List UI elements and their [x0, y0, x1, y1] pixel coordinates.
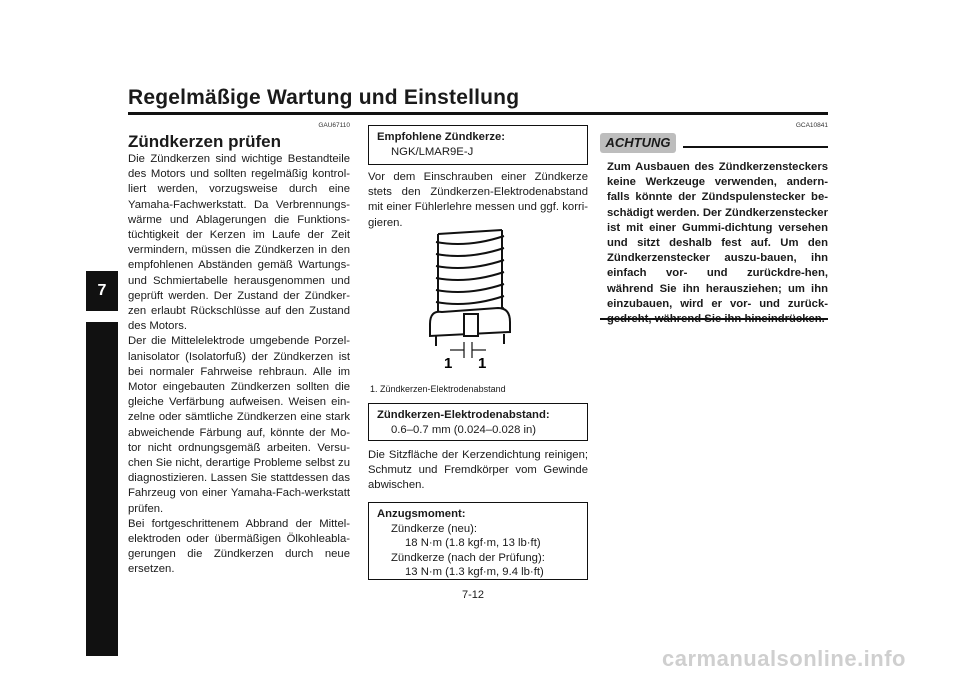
paragraph: Bei fortgeschrittenem Abbrand der Mittel-elektroden oder übermäßigen Ölkohleabla-gerungen die Zündkerzen durch neue ersetzen. — [128, 517, 350, 576]
torque-line: Zündkerze (nach der Prüfung): — [391, 551, 545, 564]
chapter-tab: 7 — [86, 271, 118, 311]
figure-caption: 1. Zündkerzen-Elektrodenabstand — [370, 384, 506, 394]
spec-title: Zündkerzen-Elektrodenabstand: — [377, 409, 550, 421]
watermark: carmanualsonline.info — [662, 646, 906, 671]
caution-code: GCA10841 — [795, 122, 828, 129]
header-rule — [128, 112, 828, 115]
figure-label: 1 — [478, 355, 487, 372]
paragraph: Der die Mittelelektrode umgebende Porzel-lanisolator (Isolatorfuß) der Zündkerzen ist bei normaler Fahrweise rehbraun. Alle im Motor eingebauten Zündkerzen sollten die gleiche Verfärbung aufweisen. Weisen ein-zelne oder sämtliche Zündkerzen eine stark abweichende Färbung auf, könnte der Mo-tor nicht ordnungsgemäß arbeiten. Versu-chen Sie nicht, derartige Probleme selbst zu diagnostizieren. Lassen Sie stattdessen das Fahrzeug von einer Yamaha-Fach-werkstatt prüfen. — [128, 335, 350, 515]
caution-end-rule — [600, 318, 828, 320]
chapter-tab-bar — [86, 322, 118, 656]
spec-value: NGK/LMAR9E-J — [391, 145, 474, 158]
left-body — [128, 152, 350, 578]
spec-box-spark-plug — [368, 125, 588, 165]
paragraph: Die Sitzfläche der Kerzendichtung reinigen; Schmutz und Fremdkörper vom Gewinde abwischen. — [368, 449, 588, 492]
torque-title: Anzugsmoment: — [377, 508, 466, 520]
spark-plug-gap-illustration — [410, 228, 530, 378]
torque-line: Zündkerze (neu): — [391, 522, 478, 535]
torque-line: 18 N·m (1.8 kgf·m, 13 lb·ft) — [405, 537, 541, 549]
caution-text: Zum Ausbauen des Zündkerzensteckers keine Werkzeuge verwenden, andern-falls könnte der Zündspulenstecker be-schädigt werden. Der Zündkerzenstecker ist mit einer Gummi-dichtung versehen und sitzt deshalb fest auf. Um den Zündkerzenstecker auszu-bauen, ihn einfach vor- und zurückdre-hen, während Sie ihn herausziehen; um ihn einzubauen, wird er vor- und zurück- — [607, 161, 828, 310]
paragraph: Die Zündkerzen sind wichtige Bestandteile des Motors und sollten regelmäßig kontrol-liert werden, vorzugsweise durch eine Yamaha-Fachwerkstatt. Da Verbrennungs-wärme und Ablagerungen die Funktions-tüchtigkeit der Kerzen im Laufe der Zeit vermindern, müssen die Zündkerzen in den empfohlenen Abständen gemäß Wartungs- und Schmiertabelle herausgenommen und geprüft werden. Der Zustand der Zündker-zen erlaubt Rückschlüsse auf den Zustand des Motors. — [128, 153, 350, 333]
spec-value: 0.6–0.7 mm (0.024–0.028 in) — [391, 423, 537, 436]
torque-line: 13 N·m (1.3 kgf·m, 9.4 lb·ft) — [405, 566, 544, 578]
torque-box — [368, 502, 588, 580]
page-title: Regelmäßige Wartung und Einstellung — [128, 86, 520, 109]
caution-label: ACHTUNG — [600, 133, 676, 153]
paragraph: Vor dem Einschrauben einer Zündkerze stets den Zündkerzen-Elektrodenabstand mit einer Fühlerlehre messen und ggf. korri-gieren. — [368, 171, 588, 229]
figure-label: 1 — [444, 355, 453, 372]
page-number: 7-12 — [462, 589, 485, 601]
caution-rule — [683, 146, 828, 148]
spec-title: Empfohlene Zündkerze: — [377, 131, 506, 143]
section-code: GAU67110 — [318, 122, 350, 129]
section-heading: Zündkerzen prüfen — [128, 132, 282, 151]
spec-box-electrode-gap — [368, 403, 588, 441]
